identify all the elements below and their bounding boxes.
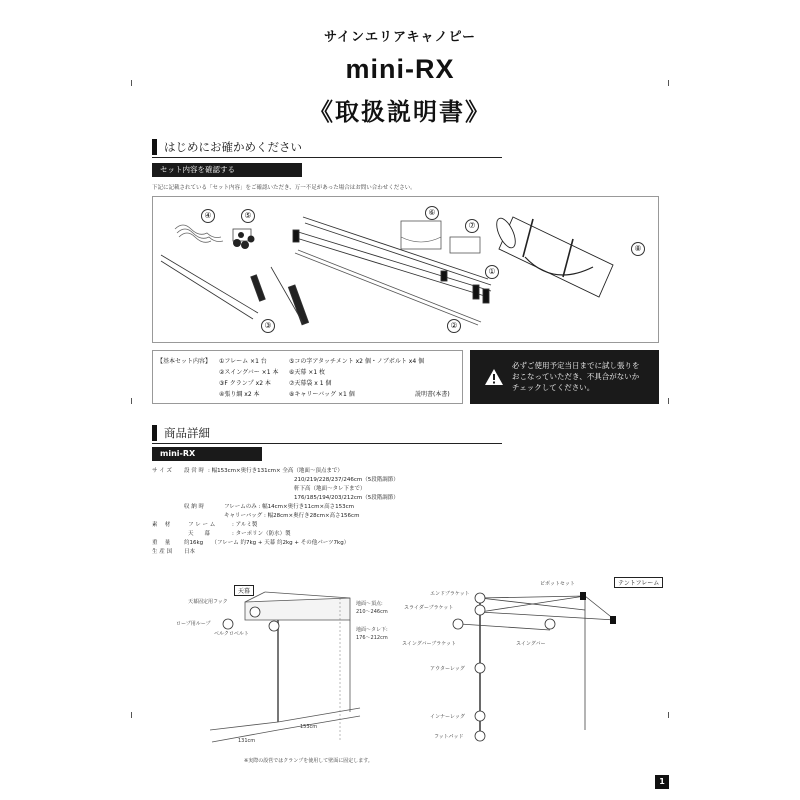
swing-bar-illustration: [295, 250, 481, 325]
canopy-illustration: [401, 221, 441, 249]
guy-rope-illustration: [175, 225, 223, 242]
set-list-label: 【基本セット内容】: [157, 358, 212, 365]
section-heading-text: はじめにお確かめください: [164, 140, 302, 154]
spec-value: キャリーバッグ : 幅28cm×奥行き28cm×高さ156cm: [224, 513, 360, 519]
callout-number: ④: [201, 209, 215, 223]
detail-circle: [453, 619, 463, 629]
page-number: 1: [655, 775, 669, 789]
list-item: ⑤コの字アタッチメント x2 個・ノブボルト x4 個: [289, 358, 425, 365]
list-item: ③F クランプ x2 本: [219, 380, 271, 387]
label-inner-leg: インナーレッグ: [430, 714, 465, 720]
attachment-illustration: [233, 229, 255, 249]
spec-value: : ターポリン（防水）製: [232, 531, 291, 537]
heading-bar: [152, 139, 157, 155]
label-end-bracket: エンドブラケット: [430, 591, 470, 597]
warning-line: 必ずご使用予定当日までに試し張りを: [512, 361, 640, 370]
callout-number: ⑧: [631, 242, 645, 256]
warning-box: [470, 350, 659, 404]
callout-number: ⑥: [425, 206, 439, 220]
label-height-top: 地面～頂点:: [356, 601, 383, 607]
callout-number: ⑤: [241, 209, 255, 223]
callout-number: ⑦: [465, 219, 479, 233]
spec-label: 収 納 時: [184, 504, 204, 510]
margin-tick: [131, 398, 132, 404]
list-item: ④張り綱 x2 本: [219, 391, 260, 398]
list-item: ②スイングバー ×1 本: [219, 369, 279, 376]
intro-note: 下記に記載されている「セット内容」をご確認いただき、万一不足があった場合はお問い合わせください。: [152, 185, 416, 191]
value-height-eave: 176～212cm: [356, 635, 388, 641]
list-item: ⑦天幕袋 x 1 個: [289, 380, 332, 387]
margin-tick: [131, 712, 132, 718]
label-slider: スライダーブラケット: [404, 605, 454, 611]
spec-value: 日本: [184, 549, 196, 555]
canopy-dimension-diagram: [150, 580, 400, 760]
label-velcro: ベルクロベルト: [214, 631, 249, 637]
spec-label: 天 幕: [188, 531, 211, 537]
dimension-width: 153cm: [300, 724, 318, 730]
spec-label: 設 営 時: [184, 468, 204, 474]
spec-value: フレームのみ : 幅14cm×奥行き11cm×高さ153cm: [224, 504, 354, 510]
detail-circle: [223, 619, 233, 629]
canopy-tag: 天幕: [234, 585, 254, 596]
bracket-block: [610, 616, 616, 624]
spec-value: 約16kg （フレーム 約7kg + 天幕 約2kg + その他パーツ7kg）: [184, 540, 350, 546]
heading-bar: [152, 425, 157, 441]
warning-line: おこなっていただき、不具合がないか: [512, 372, 640, 381]
label-swing-bar: スイングバー: [516, 641, 546, 647]
value-height-top: 210～246cm: [356, 609, 388, 615]
set-contents-illustration: [153, 197, 660, 344]
spec-label: 軒下高（地面～タレ下まで）: [294, 486, 366, 492]
detail-circle: [475, 663, 485, 673]
detail-circle: [475, 605, 485, 615]
margin-tick: [668, 712, 669, 718]
canopy-bag-illustration: [450, 237, 480, 253]
section-heading-text: 商品詳細: [164, 426, 210, 440]
list-item: ⑥天幕 ×1 枚: [289, 369, 326, 376]
bracket-block: [580, 592, 586, 600]
tent-frame-tag: テントフレーム: [614, 577, 663, 588]
label-foot-pad: フットパッド: [434, 734, 464, 740]
list-item: ①フレーム ×1 台: [219, 358, 267, 365]
detail-circle: [250, 607, 260, 617]
detail-circle: [269, 621, 279, 631]
warning-icon: [484, 368, 504, 386]
manual-item: 説明書(本書): [415, 391, 450, 398]
spec-label: サ イ ズ: [152, 468, 172, 474]
spec-label: 素 材: [152, 522, 171, 528]
label-swing-bar-bracket: スイングバーブラケット: [402, 641, 457, 647]
label-outer-leg: アウターレッグ: [430, 666, 465, 672]
set-contents-list: [152, 350, 463, 404]
doc-subtitle: サインエリアキャノピー: [323, 30, 477, 45]
margin-tick: [668, 398, 669, 404]
spec-label: 生 産 国: [152, 549, 172, 555]
warning-line: チェックしてください。: [512, 383, 595, 392]
label-rope: ロープ用ループ: [176, 621, 211, 627]
diagram-note: ※実際の設営ではクランプを使用して壁面に固定します。: [244, 758, 373, 764]
detail-circle: [545, 619, 555, 629]
product-name: mini-RX: [345, 54, 455, 84]
label-pivot: ピボットセット: [540, 581, 575, 587]
section-band-model: mini-RX: [152, 447, 262, 461]
spec-value: 176/185/194/203/212cm（5段階調節）: [294, 495, 399, 501]
label-height-eave: 地面～タレ下:: [356, 627, 388, 633]
spec-label: 重 量: [152, 540, 171, 546]
spec-value: 210/219/228/237/246cm（5段階調節）: [294, 477, 399, 483]
spec-value: : アルミ製: [232, 522, 258, 528]
section-heading-details: [152, 425, 502, 444]
clamp-illustration: [161, 255, 309, 325]
label-hook: 天幕固定用フック: [188, 599, 228, 605]
spec-value: : 幅153cm×奥行き131cm× 全高（地面～頂点まで）: [208, 468, 343, 474]
set-contents-figure: [152, 196, 659, 343]
doc-title: 《取扱説明書》: [309, 98, 491, 126]
section-band-contents: セット内容を確認する: [152, 163, 302, 177]
list-item: ⑧キャリーバッグ ×1 個: [289, 391, 355, 398]
dimension-depth: 131cm: [238, 738, 256, 744]
detail-circle: [475, 731, 485, 741]
section-heading-check: [152, 139, 502, 158]
detail-circle: [475, 593, 485, 603]
spec-label: フ レ ー ム: [188, 522, 216, 528]
frame-parts-diagram: [440, 580, 660, 760]
callout-number: ②: [447, 319, 461, 333]
carry-bag-illustration: [493, 216, 613, 297]
callout-number: ①: [485, 265, 499, 279]
detail-circle: [475, 711, 485, 721]
callout-number: ③: [261, 319, 275, 333]
